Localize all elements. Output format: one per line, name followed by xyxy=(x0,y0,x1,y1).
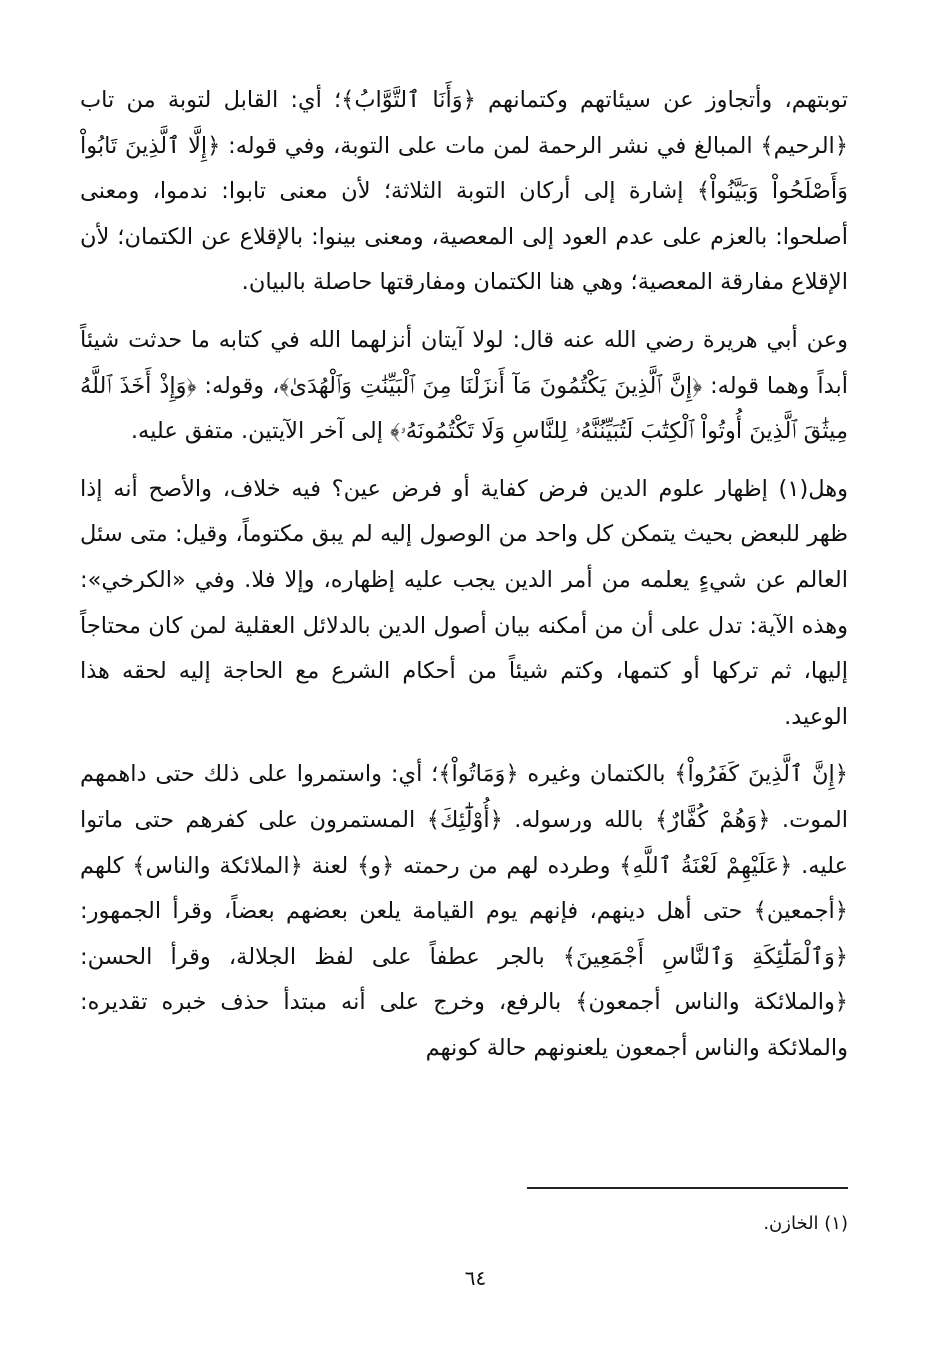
paragraph-1: توبتهم، وأتجاوز عن سيئاتهم وكتمانهم ﴿وَأَنَا ٱلتَّوَّابُ﴾؛ أي: القابل لتوبة من تاب ﴿الرحيم﴾ المبالغ في نشر الرحمة لمن مات على التوبة، وفي قوله: ﴿إِلَّا ٱلَّذِينَ تَابُواْ وَأَصْلَحُواْ وَبَيَّنُواْ﴾ إشارة إلى أركان التوبة الثلاثة؛ لأن معنى تابوا: ندموا، ومعنى أصلحوا: بالعزم على عدم العود إلى المعصية، ومعنى بينوا: بالإقلاع عن الكتمان؛ لأن الإقلاع مفارقة المعصية؛ وهي هنا الكتمان ومفارقتها حاصلة بالبيان. xyxy=(80,87,848,296)
paragraph-2: وعن أبي هريرة رضي الله عنه قال: لولا آيتان أنزلهما الله في كتابه ما حدثت شيئاً أبداً وهما قوله: ﴿إِنَّ ٱلَّذِينَ يَكْتُمُونَ مَآ أَنزَلْنَا مِنَ ٱلْبَيِّنَٰتِ وَٱلْهُدَىٰ﴾، وقوله: ﴿وَإِذْ أَخَذَ ٱللَّهُ مِيثَٰقَ ٱلَّذِينَ أُوتُواْ ٱلْكِتَٰبَ لَتُبَيِّنُنَّهُۥ لِلنَّاسِ وَلَا تَكْتُمُونَهُۥ﴾ إلى آخر الآيتين. متفق عليه. xyxy=(80,326,848,445)
page-number: ٦٤ xyxy=(464,1266,487,1290)
page-body xyxy=(80,78,848,1071)
footnote-divider xyxy=(527,1187,848,1189)
paragraph-4: ﴿إِنَّ ٱلَّذِينَ كَفَرُواْ﴾ بالكتمان وغيره ﴿وَمَاتُواْ﴾؛ أي: واستمروا على ذلك حتى داهمهم الموت. ﴿وَهُمْ كُفَّارٌ﴾ بالله ورسوله. ﴿أُوْلَٰٓئِكَ﴾ المستمرون على كفرهم حتى ماتوا عليه. ﴿عَلَيْهِمْ لَعْنَةُ ٱللَّهِ﴾ وطرده لهم من رحمته ﴿و﴾ لعنة ﴿الملائكة والناس﴾ كلهم ﴿أجمعين﴾ حتى أهل دينهم، فإنهم يوم القيامة يلعن بعضهم بعضاً، وقرأ الجمهور: ﴿وَٱلْمَلَٰٓئِكَةِ وَٱلنَّاسِ أَجْمَعِينَ﴾ بالجر عطفاً على لفظ الجلالة، وقرأ الحسن: ﴿والملائكة والناس أجمعون﴾ بالرفع، وخرج على أنه مبتدأ حذف خبره تقديره: والملائكة والناس أجمعون يلعنونهم حالة كونهم xyxy=(80,761,848,1061)
footnote: (١) الخازن. xyxy=(763,1213,848,1234)
paragraph-3: وهل(١) إظهار علوم الدين فرض كفاية أو فرض عين؟ فيه خلاف، والأصح أنه إذا ظهر للبعض بحيث يتمكن كل واحد من الوصول إليه لم يبق مكتوماً، وقيل: متى سئل العالم عن شيءٍ يعلمه من أمر الدين يجب عليه إظهاره، وإلا فلا. وفي «الكرخي»: وهذه الآية: تدل على أن من أمكنه بيان أصول الدين بالدلائل العقلية لمن كان محتاجاً إليها، ثم تركها أو كتمها، وكتم شيئاً من أحكام الشرع مع الحاجة إليه لحقه هذا الوعيد. xyxy=(80,475,848,730)
